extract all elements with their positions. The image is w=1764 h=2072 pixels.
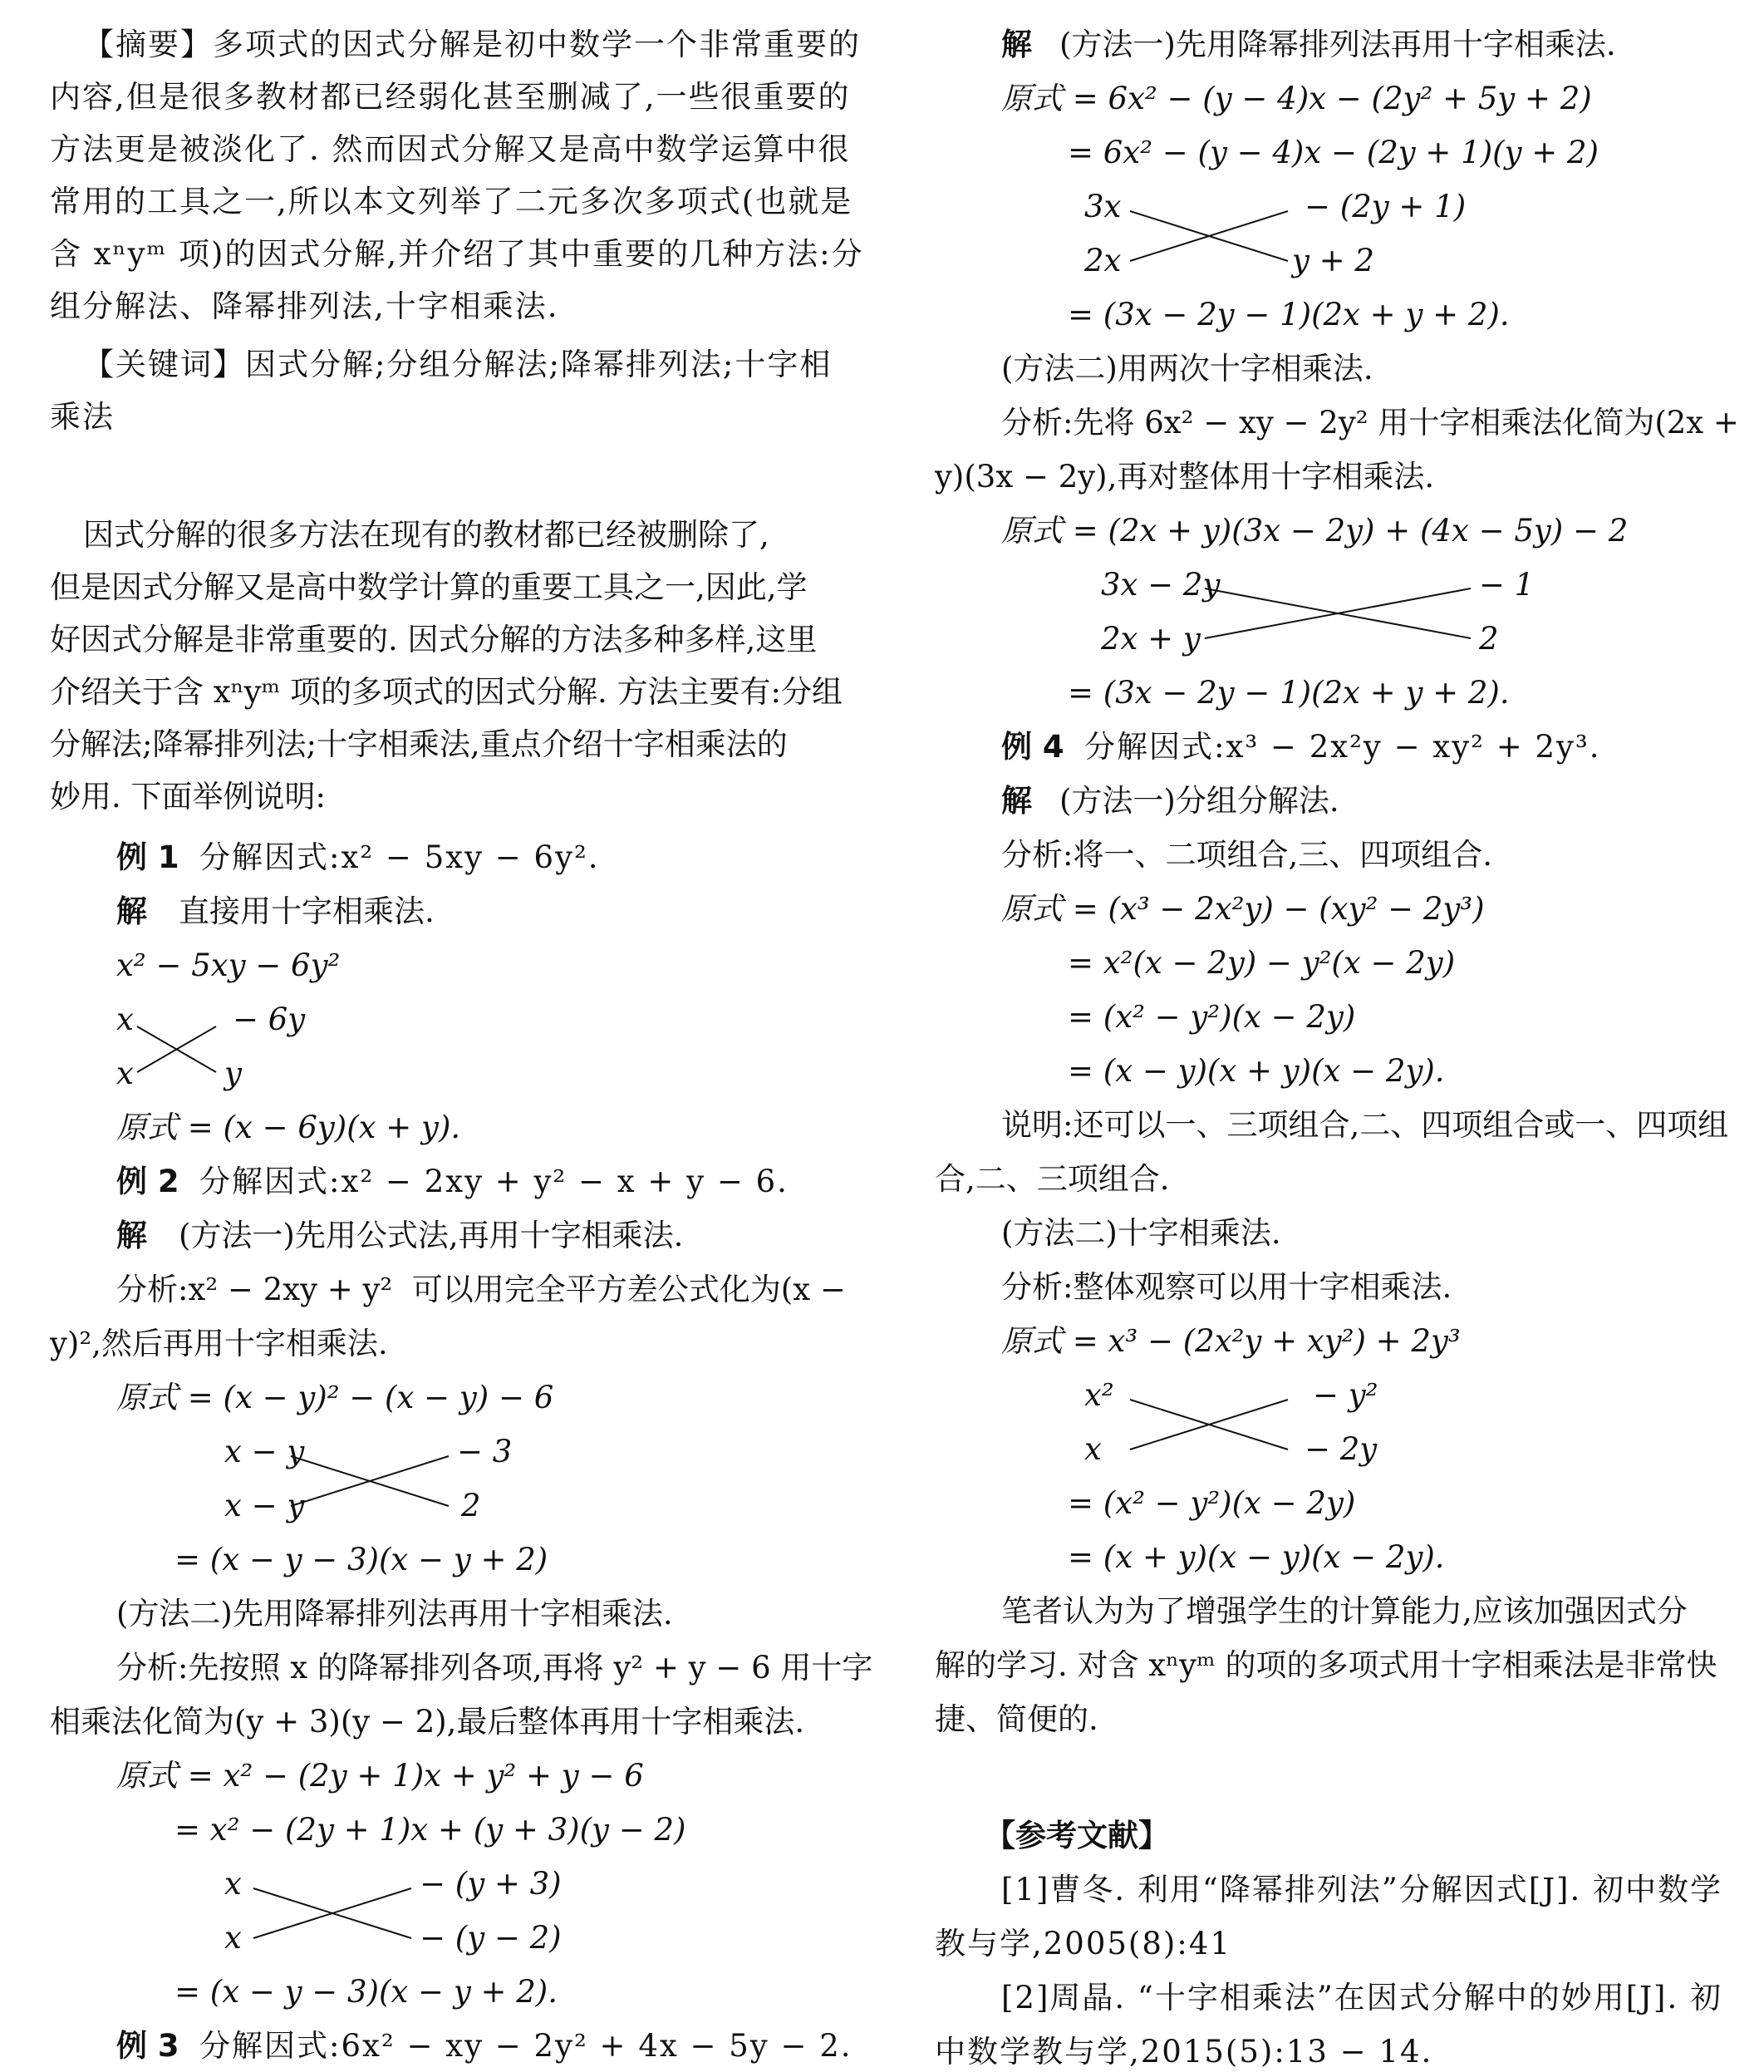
math-line: = 6x² − (y − 4)x − (2y + 1)(y + 2) <box>1068 135 1599 170</box>
body-line: 因式分解的很多方法在现有的教材都已经被删除了, <box>83 517 769 553</box>
math-line: 原式 = x² − (2y + 1)x + y² + y − 6 <box>116 1758 644 1794</box>
conclusion-line: 捷、简便的. <box>935 1701 1098 1737</box>
cross-term-bottom-left: x <box>224 1920 242 1956</box>
solution-label: 解 <box>1001 783 1032 819</box>
example-1-label: 例 1 <box>116 839 179 875</box>
example-3-statement: 分解因式:6x² − xy − 2y² + 4x − 5y − 2. <box>199 2028 853 2064</box>
method-heading: (方法二)先用降幂排列法再用十字相乘法. <box>116 1596 673 1632</box>
example-3-label: 例 3 <box>116 2028 179 2064</box>
math-expression: x² − 5xy − 6y² <box>116 947 341 983</box>
solution-label: 解 <box>116 1218 147 1253</box>
cross-term-top-left: 3x − 2y <box>1101 567 1221 603</box>
analysis-line: 分析:x² − 2xy + y² 可以用完全平方差公式化为(x − <box>116 1272 846 1307</box>
cross-multiplication-lines <box>1130 1400 1296 1458</box>
analysis-line: 分析:先将 6x² − xy − 2y² 用十字相乘法化简为(2x + <box>1001 405 1739 440</box>
example-4-statement: 分解因式:x³ − 2x²y − xy² + 2y³. <box>1084 729 1601 765</box>
note-line: 合,二、三项组合. <box>935 1161 1170 1197</box>
method-heading: (方法二)用两次十字相乘法. <box>1001 351 1373 386</box>
result-line: = (x − y − 3)(x − y + 2). <box>174 1974 558 2010</box>
math-line: 原式 = x³ − (2x²y + xy²) + 2y³ <box>1001 1323 1461 1359</box>
body-line: 好因式分解是非常重要的. 因式分解的方法多种多样,这里 <box>50 622 818 657</box>
cross-term-top-right: − y² <box>1313 1377 1378 1413</box>
body-line: 但是因式分解又是高中数学计算的重要工具之一,因此,学 <box>50 569 808 605</box>
body-line: 分解法;降幂排列法;十字相乘法,重点介绍十字相乘法的 <box>50 726 788 762</box>
cross-term-bottom-right: − (y − 2) <box>420 1920 562 1956</box>
math-line: = (x − y)(x + y)(x − 2y). <box>1068 1053 1445 1089</box>
cross-term-bottom-right: 2 <box>1479 621 1499 657</box>
analysis-line: 分析:整体观察可以用十字相乘法. <box>1001 1269 1452 1305</box>
math-line: = (x² − y²)(x − 2y) <box>1068 1485 1356 1521</box>
cross-term-top-left: x − y <box>224 1434 305 1469</box>
math-line: 原式 = (2x + y)(3x − 2y) + (4x − 5y) − 2 <box>1001 513 1629 549</box>
result-line: = (3x − 2y − 1)(2x + y + 2). <box>1068 675 1510 711</box>
cross-multiplication-lines <box>1130 211 1296 269</box>
analysis-line: y)(3x − 2y),再对整体用十字相乘法. <box>935 459 1435 495</box>
cross-term-top-left: x <box>116 1002 134 1037</box>
abstract-line: 常用的工具之一,所以本文列举了二元多次多项式(也就是 <box>50 184 853 219</box>
cross-term-bottom-left: 2x <box>1084 243 1122 278</box>
result-line: 原式 = (x − 6y)(x + y). <box>116 1110 461 1145</box>
body-line: 妙用. 下面举例说明: <box>50 779 326 815</box>
cross-multiplication-lines <box>291 1456 457 1514</box>
keywords-line: 【关键词】因式分解;分组分解法;降幂排列法;十字相 <box>83 347 833 382</box>
abstract-line: 组分解法、降幂排列法,十字相乘法. <box>50 288 559 324</box>
cross-term-top-left: x² <box>1084 1377 1114 1413</box>
example-1-statement: 分解因式:x² − 5xy − 6y². <box>199 839 600 875</box>
reference-line: [1]曹冬. 利用“降幂排列法”分解因式[J]. 初中数学 <box>1001 1872 1722 1907</box>
cross-term-bottom-left: 2x + y <box>1101 621 1201 657</box>
cross-term-bottom-right: y + 2 <box>1292 243 1374 278</box>
cross-term-top-left: x <box>224 1866 242 1902</box>
math-line: = x²(x − 2y) − y²(x − 2y) <box>1068 945 1456 981</box>
conclusion-line: 解的学习. 对含 xⁿyᵐ 的项的多项式用十字相乘法是非常快 <box>935 1647 1717 1683</box>
cross-multiplication-lines <box>253 1888 420 1946</box>
abstract-line: 方法更是被淡化了. 然而因式分解又是高中数学运算中很 <box>50 131 851 167</box>
analysis-line: 分析:将一、二项组合,三、四项组合. <box>1001 837 1492 873</box>
math-line: 原式 = 6x² − (y − 4)x − (2y² + 5y + 2) <box>1001 81 1592 116</box>
cross-term-top-left: 3x <box>1084 189 1122 224</box>
method-heading: (方法一)分组分解法. <box>1059 783 1339 819</box>
cross-term-top-right: − (2y + 1) <box>1305 189 1467 224</box>
cross-term-top-right: − 3 <box>457 1434 513 1469</box>
result-line: = (x − y − 3)(x − y + 2) <box>174 1542 548 1577</box>
cross-term-bottom-left: x <box>1084 1431 1102 1467</box>
analysis-line: 相乘法化简为(y + 3)(y − 2),最后整体再用十字相乘法. <box>50 1704 805 1740</box>
note-line: 说明:还可以一、三项组合,二、四项组合或一、四项组 <box>1001 1107 1729 1143</box>
abstract-line: 含 xⁿyᵐ 项)的因式分解,并介绍了其中重要的几种方法:分 <box>50 236 864 272</box>
reference-line: [2]周晶. “十字相乘法”在因式分解中的妙用[J]. 初 <box>1001 1980 1722 2015</box>
example-4-label: 例 4 <box>1001 729 1064 765</box>
cross-term-bottom-right: − 2y <box>1305 1431 1378 1467</box>
example-2-label: 例 2 <box>116 1164 179 1199</box>
solution-label: 解 <box>1001 27 1032 62</box>
cross-term-top-right: − (y + 3) <box>420 1866 562 1902</box>
math-line: 原式 = (x³ − 2x²y) − (xy² − 2y³) <box>1001 891 1485 927</box>
method-heading: (方法二)十字相乘法. <box>1001 1215 1281 1251</box>
analysis-line: y)²,然后再用十字相乘法. <box>50 1326 388 1361</box>
method-heading: (方法一)先用公式法,再用十字相乘法. <box>179 1218 684 1253</box>
cross-term-bottom-right: y <box>224 1056 242 1091</box>
cross-term-bottom-left: x <box>116 1056 134 1091</box>
reference-line: 中数学教与学,2015(5):13 − 14. <box>935 2034 1433 2070</box>
cross-term-top-right: − 6y <box>233 1002 306 1037</box>
conclusion-line: 笔者认为为了增强学生的计算能力,应该加强因式分 <box>1001 1593 1688 1629</box>
cross-term-top-right: − 1 <box>1479 567 1535 603</box>
cross-multiplication-lines <box>1205 588 1479 647</box>
abstract-line: 【摘要】多项式的因式分解是初中数学一个非常重要的 <box>83 27 861 62</box>
references-heading: 【参考文献】 <box>985 1818 1169 1853</box>
result-line: = (3x − 2y − 1)(2x + y + 2). <box>1068 297 1510 332</box>
solution-label: 解 <box>116 893 147 929</box>
math-line: = (x² − y²)(x − 2y) <box>1068 999 1356 1035</box>
example-2-statement: 分解因式:x² − 2xy + y² − x + y − 6. <box>199 1164 789 1199</box>
analysis-line: 分析:先按照 x 的降幂排列各项,再将 y² + y − 6 用十字 <box>116 1650 873 1686</box>
math-line: 原式 = (x − y)² − (x − y) − 6 <box>116 1380 554 1415</box>
keywords-line: 乘法 <box>50 399 115 435</box>
cross-multiplication-lines <box>137 1026 237 1076</box>
solution-text: 直接用十字相乘法. <box>179 893 435 929</box>
abstract-line: 内容,但是很多教材都已经弱化甚至删减了,一些很重要的 <box>50 79 851 115</box>
cross-term-bottom-right: 2 <box>461 1488 481 1523</box>
math-line: = x² − (2y + 1)x + (y + 3)(y − 2) <box>174 1812 686 1848</box>
method-heading: (方法一)先用降幂排列法再用十字相乘法. <box>1059 27 1616 62</box>
reference-line: 教与学,2005(8):41 <box>935 1926 1231 1961</box>
cross-term-bottom-left: x − y <box>224 1488 305 1523</box>
math-line: = (x + y)(x − y)(x − 2y). <box>1068 1539 1445 1575</box>
body-line: 介绍关于含 xⁿyᵐ 项的多项式的因式分解. 方法主要有:分组 <box>50 674 843 710</box>
